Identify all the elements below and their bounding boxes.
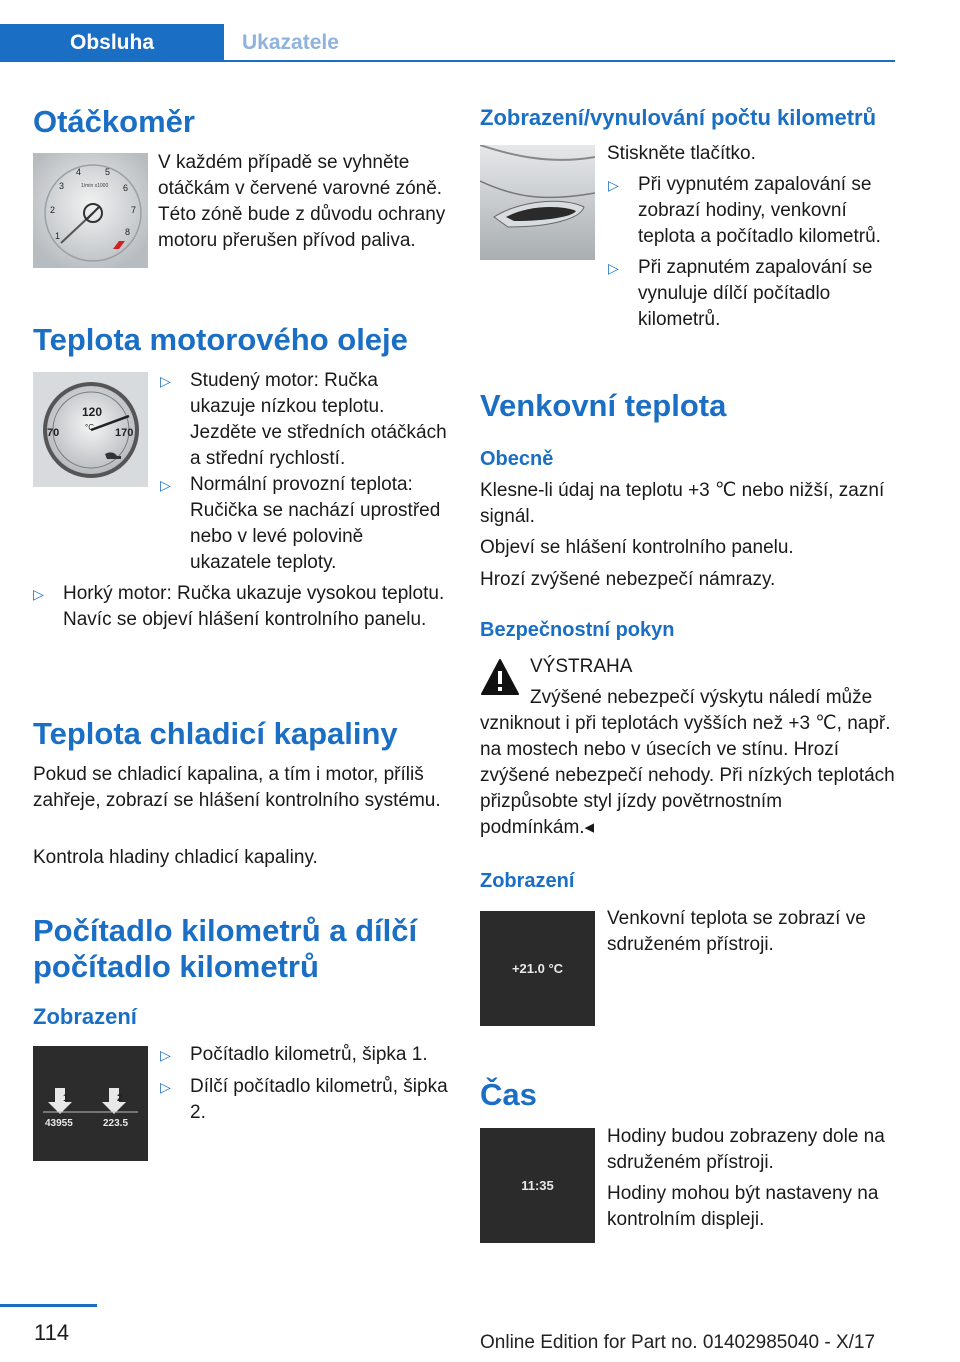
svg-text:170: 170	[115, 427, 134, 439]
odometer-subheading: Zobrazení	[33, 1004, 137, 1029]
bullet-triangle-icon: ▷	[608, 177, 619, 193]
time-heading: Čas	[480, 1077, 537, 1112]
svg-text:120: 120	[82, 405, 103, 419]
reset-heading: Zobrazení/vynulování počtu kilometrů	[480, 105, 877, 130]
warning-text: vzniknout i při teplotách vyšších než +3 ℃, např. na mostech nebo v úsecích ve stínu. Hrozí zvýšené nebezpečí nehody. Při nízkých teplotách přizpůsobte styl jízdy povětrnostním podmínkám.◂	[480, 713, 895, 838]
odometer-bullet-total: ▷ Počítadlo kilometrů, šipka 1.	[160, 1042, 448, 1068]
coolant-paragraph-1: Pokud se chladicí kapalina, a tím i motor, příliš zahřeje, zobrazí se hlášení kontrolního systému.	[33, 764, 441, 811]
svg-text:2: 2	[50, 205, 56, 215]
time-display-value: 11:35	[521, 1178, 554, 1193]
outside-temp-display-image	[480, 911, 595, 1026]
tachometer-heading: Otáčkoměr	[33, 104, 195, 139]
oil-temp-bullet-cold: ▷ Studený motor: Ručka ukazuje nízkou teplotu. Jezděte ve středních otáčkách a střední rychlostí.	[160, 370, 447, 469]
warning-triangle-icon	[480, 658, 520, 696]
tab-obsluha[interactable]: Obsluha	[0, 24, 224, 62]
coolant-paragraph-2: Kontrola hladiny chladicí kapaliny.	[33, 847, 318, 868]
tachometer-text: V každém případě se vyhněte otáčkám v červené varovné zóně. Této zóně bude z důvodu ochrany motoru přerušen přívod paliva.	[158, 152, 446, 251]
reset-button-image	[480, 145, 595, 260]
svg-text:6: 6	[123, 183, 129, 193]
outside-temp-heading: Venkovní teplota	[480, 388, 727, 423]
svg-text:8: 8	[125, 227, 131, 237]
oil-temp-image	[33, 372, 148, 487]
tab-ukazatele[interactable]: Ukazatele	[242, 31, 339, 54]
warning-first-line: Zvýšené nebezpečí výskytu náledí může	[530, 687, 873, 708]
bullet-triangle-icon: ▷	[160, 373, 171, 389]
outside-temp-paragraph-3: Hrozí zvýšené nebezpečí námrazy.	[480, 569, 776, 590]
safety-heading: Bezpečnostní pokyn	[480, 619, 675, 641]
svg-text:1/min x1000: 1/min x1000	[81, 183, 109, 189]
svg-text:2: 2	[117, 1093, 123, 1104]
time-display-image	[480, 1128, 595, 1243]
odometer-bullet-trip: ▷ Dílčí počítadlo kilometrů, šipka 2.	[160, 1076, 448, 1123]
tachometer-image	[33, 153, 148, 268]
bullet-triangle-icon: ▷	[160, 1079, 171, 1095]
outside-temp-paragraph-1: Klesne-li údaj na teplotu +3 ℃ nebo nižší, zazní signál.	[480, 480, 885, 527]
svg-text:1: 1	[55, 231, 61, 241]
oil-temp-heading: Teplota motorového oleje	[33, 322, 408, 357]
reset-bullet-ignition-on: ▷ Při zapnutém zapalování se vynuluje dílčí počítadlo kilometrů.	[608, 257, 873, 330]
coolant-heading: Teplota chladicí kapaliny	[33, 716, 398, 751]
outside-temp-display-heading: Zobrazení	[480, 870, 575, 892]
outside-temp-paragraph-2: Objeví se hlášení kontrolního panelu.	[480, 537, 794, 558]
odometer-heading: Počítadlo kilometrů a dílčí počítadlo kilometrů	[33, 913, 418, 984]
footer-divider	[0, 1304, 97, 1307]
svg-text:3: 3	[59, 181, 65, 191]
bullet-triangle-icon: ▷	[160, 1047, 171, 1063]
header-divider	[0, 60, 895, 62]
oil-temp-gauge-icon	[33, 372, 148, 487]
oil-temp-bullet-normal: ▷ Normální provozní teplota: Ručička se nachází uprostřed nebo v levé polovině ukazatele teploty.	[160, 474, 441, 573]
reset-button-icon	[480, 145, 595, 260]
outside-temp-display-text: Venkovní teplota se zobrazí ve sdruženém přístroji.	[607, 908, 866, 955]
tachometer-gauge-icon	[33, 153, 148, 268]
svg-text:1: 1	[63, 1093, 69, 1104]
outside-temp-general-heading: Obecně	[480, 448, 554, 470]
oil-temp-bullet-hot: ▷ Horký motor: Ručka ukazuje vysokou teplotu. Navíc se objeví hlášení kontrolního panelu.	[33, 583, 445, 630]
outside-temp-display-value: +21.0 °C	[511, 961, 564, 976]
edition-note: Online Edition for Part no. 01402985040 - X/17	[480, 1332, 876, 1353]
reset-bullet-ignition-off: ▷ Při vypnutém zapalování se zobrazí hodiny, venkovní teplota a počítadlo kilometrů.	[608, 174, 881, 247]
time-paragraph-2: Hodiny mohou být nastaveny na kontrolním displeji.	[607, 1183, 879, 1230]
svg-text:70: 70	[47, 427, 60, 439]
bullet-triangle-icon: ▷	[608, 260, 619, 276]
svg-text:223.5: 223.5	[103, 1118, 129, 1129]
svg-text:43955: 43955	[45, 1118, 73, 1129]
warning-title: VÝSTRAHA	[530, 656, 633, 677]
svg-text:7: 7	[131, 205, 137, 215]
odometer-display-icon	[33, 1046, 148, 1161]
time-paragraph-1: Hodiny budou zobrazeny dole na sdruženém přístroji.	[607, 1126, 885, 1173]
bullet-triangle-icon: ▷	[160, 477, 171, 493]
reset-intro: Stiskněte tlačítko.	[607, 143, 756, 164]
odometer-display-image	[33, 1046, 148, 1161]
svg-text:4: 4	[76, 167, 82, 177]
svg-text:°C: °C	[85, 423, 94, 432]
svg-text:5: 5	[105, 167, 111, 177]
bullet-triangle-icon: ▷	[33, 586, 44, 602]
page-number: 114	[34, 1320, 70, 1345]
